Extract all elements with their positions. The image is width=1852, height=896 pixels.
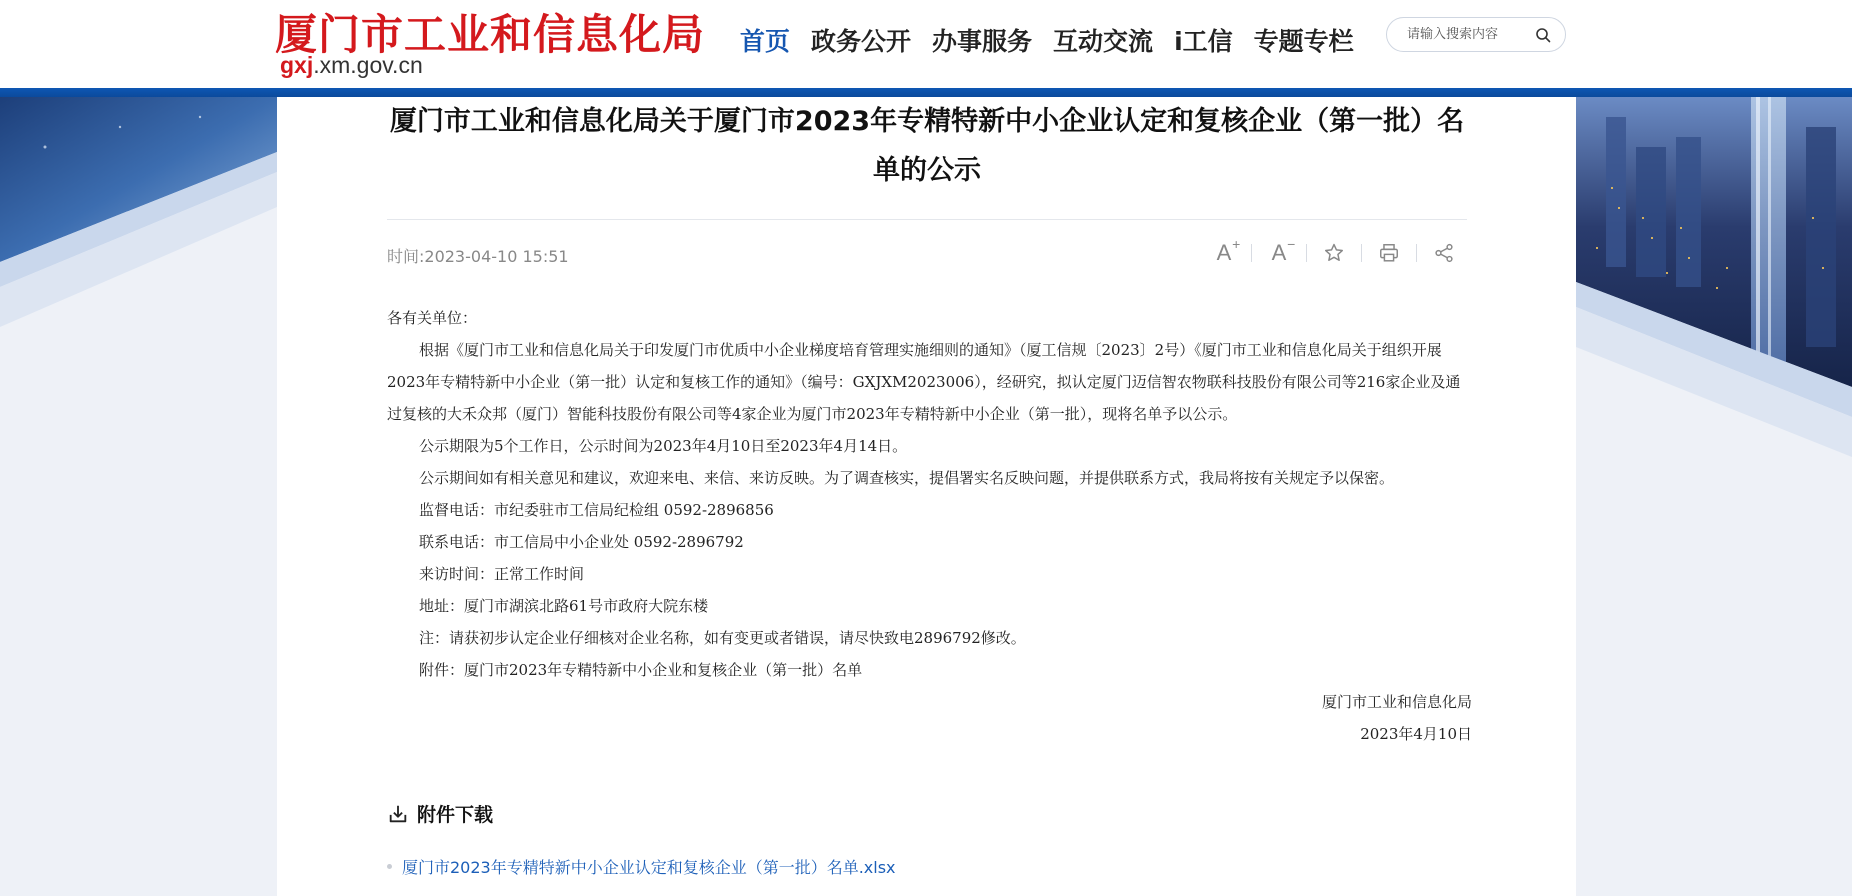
main-nav bbox=[740, 22, 1375, 62]
article-body bbox=[387, 302, 1472, 750]
search-input[interactable] bbox=[1407, 27, 1527, 42]
nav-item-home[interactable]: 首页 bbox=[740, 27, 791, 56]
title-divider bbox=[387, 219, 1467, 220]
star-icon bbox=[1323, 242, 1345, 264]
contact-phone: 联系电话：市工信局中小企业处 0592-2896792 bbox=[419, 533, 744, 551]
visiting-hours: 来访时间：正常工作时间 bbox=[419, 565, 585, 583]
article-toolbar bbox=[1207, 238, 1461, 268]
font-decrease-button[interactable] bbox=[1262, 238, 1296, 268]
nav-item-interaction[interactable]: 互动交流 bbox=[1053, 27, 1154, 56]
nav-item-services[interactable]: 办事服务 bbox=[932, 27, 1033, 56]
signature-date: 2023年4月10日 bbox=[1360, 725, 1472, 743]
share-icon bbox=[1433, 242, 1455, 264]
signature: 厦门市工业和信息化局 bbox=[1321, 693, 1472, 711]
font-increase-label: A bbox=[1216, 240, 1232, 265]
font-decrease-icon: A − bbox=[1271, 236, 1296, 265]
nav-item-i-gongxin[interactable]: i工信 bbox=[1174, 27, 1233, 56]
font-increase-button[interactable] bbox=[1207, 238, 1241, 268]
share-button[interactable] bbox=[1427, 238, 1461, 268]
body-paragraph: 根据《厦门市工业和信息化局关于印发厦门市优质中小企业梯度培育管理实施细则的通知》（厦工信规〔2023〕2号）《厦门市工业和信息化局关于组织开展2023年专精特新中小企业（第一批）认定和复核工作的通知》（编号：GXJXM2023006），经研究，拟认定厦门迈信智农物联科技股份有限公司等216家企业及通过复核的大禾众邦（厦门）智能科技股份有限公司等4家企业为厦门市2023年专精特新中小企业（第一批），现将名单予以公示。 bbox=[387, 341, 1461, 423]
toolbar-separator bbox=[1361, 244, 1362, 262]
printer-icon bbox=[1378, 242, 1400, 264]
search-icon[interactable] bbox=[1535, 27, 1551, 43]
background-left-decoration bbox=[0, 97, 277, 896]
favorite-button[interactable] bbox=[1317, 238, 1351, 268]
search-box bbox=[1386, 17, 1566, 52]
attachment-note: 附件：厦门市2023年专精特新中小企业和复核企业（第一批）名单 bbox=[419, 661, 863, 679]
body-paragraph: 公示期限为5个工作日，公示时间为2023年4月10日至2023年4月14日。 bbox=[419, 437, 908, 455]
toolbar-separator bbox=[1306, 244, 1307, 262]
publish-time: 时间:2023-04-10 15:51 bbox=[387, 247, 569, 266]
background-right-art bbox=[1576, 97, 1852, 896]
attachment-link[interactable] bbox=[387, 855, 896, 878]
attachments-heading bbox=[387, 800, 493, 827]
print-button[interactable] bbox=[1372, 238, 1406, 268]
site-header bbox=[0, 0, 1852, 88]
note: 注：请获初步认定企业仔细核对企业名称，如有变更或者错误，请尽快致电2896792修改。 bbox=[419, 629, 1026, 647]
site-domain-prefix: gxj bbox=[280, 52, 314, 78]
site-domain-rest: .xm.gov.cn bbox=[313, 52, 423, 78]
article-title: 厦门市工业和信息化局关于厦门市2023年专精特新中小企业认定和复核企业（第一批）名单的公示 bbox=[389, 106, 1465, 186]
attachment-file-name[interactable]: 厦门市2023年专精特新中小企业认定和复核企业（第一批）名单.xlsx bbox=[402, 858, 896, 877]
header-accent-bar bbox=[0, 88, 1852, 97]
font-increase-icon: A + bbox=[1216, 236, 1241, 265]
supervision-phone: 监督电话：市纪委驻市工信局纪检组 0592-2896856 bbox=[419, 501, 774, 519]
toolbar-separator bbox=[1416, 244, 1417, 262]
font-decrease-label: A bbox=[1271, 240, 1287, 265]
download-icon bbox=[387, 803, 409, 825]
background-right-decoration bbox=[1576, 97, 1852, 896]
nav-item-special-topics[interactable]: 专题专栏 bbox=[1253, 27, 1354, 56]
body-paragraph: 公示期间如有相关意见和建议，欢迎来电、来信、来访反映。为了调查核实，提倡署实名反映问题，并提供联系方式，我局将按有关规定予以保密。 bbox=[419, 469, 1395, 487]
toolbar-separator bbox=[1251, 244, 1252, 262]
nav-item-government-affairs[interactable]: 政务公开 bbox=[811, 27, 912, 56]
article-container bbox=[277, 97, 1576, 896]
address: 地址：厦门市湖滨北路61号市政府大院东楼 bbox=[419, 597, 709, 615]
bullet-icon bbox=[387, 864, 392, 869]
attachments-heading-label: 附件下载 bbox=[417, 804, 494, 826]
site-logo-title[interactable]: 厦门市工业和信息化局 bbox=[275, 10, 706, 59]
salutation: 各有关单位： bbox=[387, 309, 478, 327]
site-domain bbox=[280, 52, 423, 79]
background-left-art bbox=[0, 97, 277, 896]
